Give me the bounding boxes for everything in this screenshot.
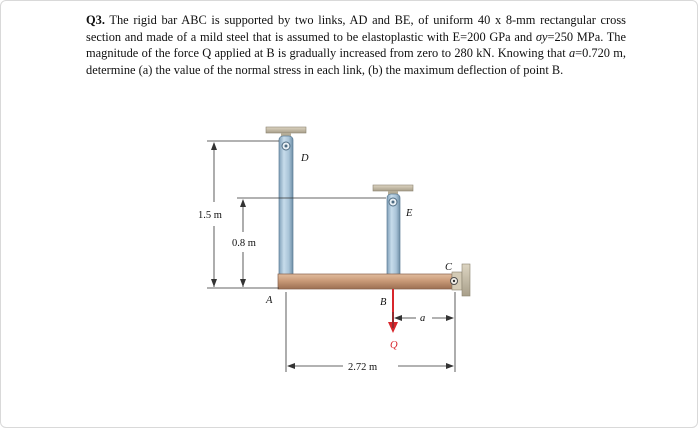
question-text-part-2: =250 MPa. The magnitude of the force Q applied at B is gradually increased from zero to 280 kN. Knowing that [86, 29, 627, 61]
dimension-2-72m: 2.72 m [348, 362, 378, 373]
label-a: A [266, 295, 273, 306]
sigma-symbol: σy [535, 29, 548, 44]
label-d: D [301, 153, 309, 164]
dimension-arrowheads [211, 142, 454, 369]
label-c: C [445, 262, 453, 273]
link-ad [279, 136, 293, 288]
label-b: B [380, 297, 387, 308]
label-q: Q [390, 340, 398, 351]
dimension-0-8m: 0.8 m [232, 238, 256, 249]
label-a-dimension: a [420, 313, 426, 324]
label-e: E [406, 208, 413, 219]
question-text-part-1: The rigid bar ABC is supported by two links, AD and BE, of uniform 40 x 8-mm rectangular cross section and made of a mild steel that is assumed to be elastoplastic with E=200 GPa and [86, 13, 627, 44]
rigid-bar-abc [278, 274, 452, 289]
dimension-lines [207, 141, 455, 372]
question-number: Q3. [86, 13, 105, 27]
a-symbol: a [568, 46, 576, 61]
dimension-1-5m: 1.5 m [198, 210, 222, 221]
question-text-part-3: =0.720 m, determine (a) the value of the normal stress in each link, (b) the maximum deflection of point B. [86, 46, 627, 77]
support-c [451, 264, 471, 296]
